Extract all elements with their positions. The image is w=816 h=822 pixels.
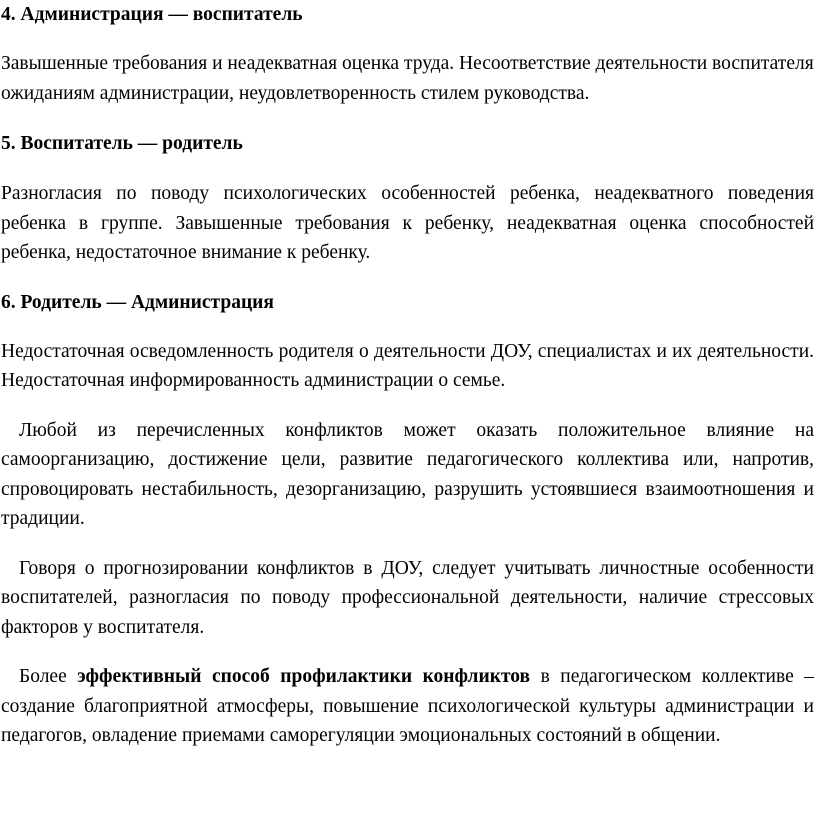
section-heading-parent-admin: 6. Родитель — Администрация: [1, 291, 274, 313]
prevention-emphasis: эффективный способ профилактики конфликтов: [77, 666, 531, 687]
prevention-prefix: Более: [19, 666, 78, 687]
section-text-parent-admin: Недостаточная осведомленность родителя о деятельности ДОУ, специалистах и их деятельности. Недостаточная информированность администрации о семье.: [1, 340, 814, 391]
section-text-admin-teacher: Завышенные требования и неадекватная оценка труда. Несоответствие деятельности воспитателя ожиданиям администрации, неудовлетворенность стилем руководства.: [1, 53, 814, 104]
section-text-teacher-parent: Разногласия по поводу психологических особенностей ребенка, неадекватного поведения ребенка в группе. Завышенные требования к ребенку, неадекватная оценка способностей ребенка, недостаточное внимание к ребенку.: [1, 183, 814, 263]
section-heading-teacher-parent: 5. Воспитатель — родитель: [1, 133, 243, 154]
prevention-rest: в педагогическом коллективе – создание благоприятной атмосферы, повышение психологической культуры администрации и педагогов, овладение приемами саморегуляции эмоциональных состояний в общении.: [1, 666, 815, 746]
paragraph-forecasting: Говоря о прогнозировании конфликтов в ДОУ, следует учитывать личностные особенности воспитателей, разногласия по поводу профессиональной деятельности, наличие стрессовых факторов у воспитателя.: [1, 557, 814, 638]
paragraph-conflict-influence: Любой из перечисленных конфликтов может оказать положительное влияние на самоорганизацию, достижение цели, развитие педагогического коллектива или, напротив, спровоцировать нестабильность, дезорганизацию, разрушить устоявшиеся взаимоотношения и традиции.: [1, 419, 814, 529]
paragraph-prevention: [1, 662, 814, 751]
section-heading-admin-teacher: 4. Администрация — воспитатель: [1, 4, 303, 25]
